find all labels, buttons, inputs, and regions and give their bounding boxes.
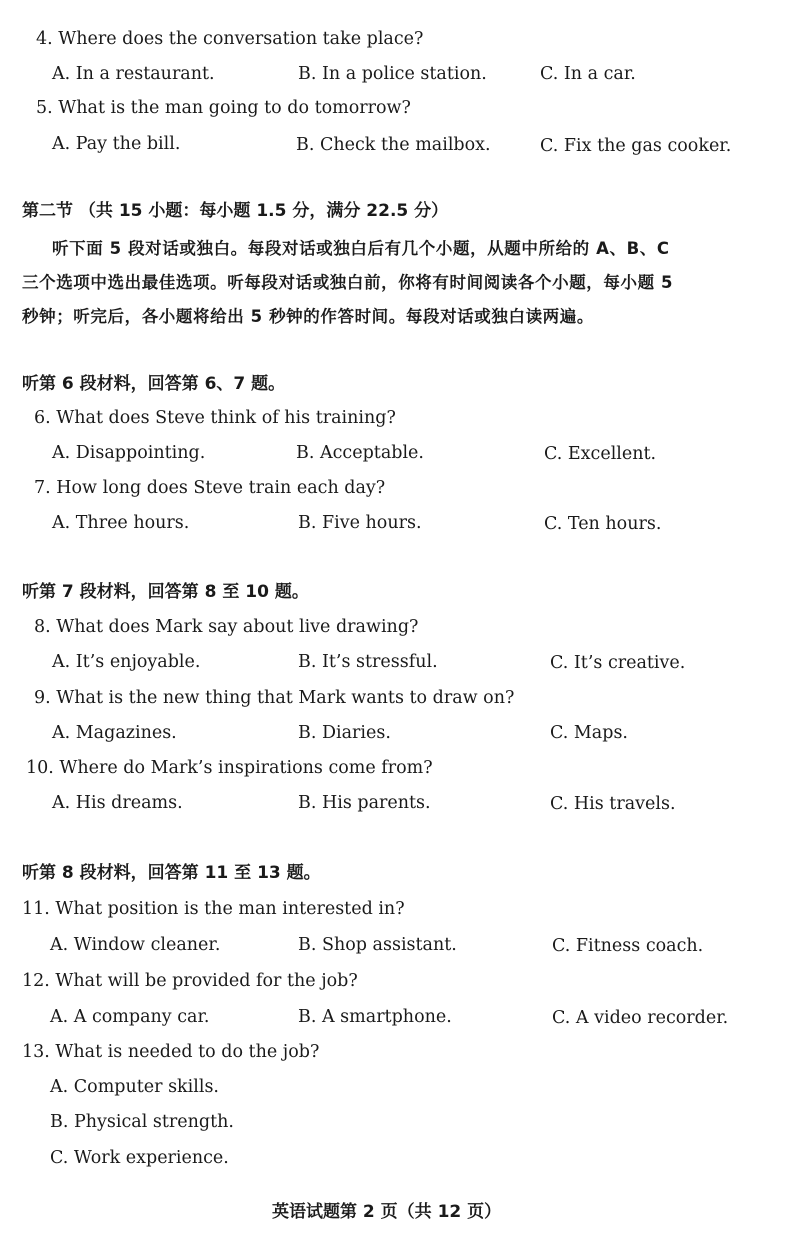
question-12: 12. What will be provided for the job?	[22, 971, 358, 991]
section-heading: 第二节 （共 15 小题：每小题 1.5 分，满分 22.5 分）	[22, 201, 449, 221]
option-8c: C. It’s creative.	[550, 653, 686, 673]
page-footer: 英语试题第 2 页（共 12 页）	[272, 1202, 502, 1222]
question-10: 10. Where do Mark’s inspirations come from?	[26, 758, 433, 778]
question-9: 9. What is the new thing that Mark wants to draw on?	[34, 688, 515, 708]
instruction-line-1: 听下面 5 段对话或独白。每段对话或独白后有几个小题，从题中所给的 A、B、C	[52, 239, 670, 258]
option-5b: B. Check the mailbox.	[296, 135, 491, 155]
option-4a: A. In a restaurant.	[52, 64, 215, 84]
question-8: 8. What does Mark say about live drawing?	[34, 617, 419, 637]
option-6b: B. Acceptable.	[296, 443, 424, 463]
instruction-line-3: 秒钟；听完后，各小题将给出 5 秒钟的作答时间。每段对话或独白读两遍。	[22, 307, 594, 326]
option-13b: B. Physical strength.	[50, 1112, 234, 1132]
option-5c: C. Fix the gas cooker.	[540, 136, 732, 156]
option-11c: C. Fitness coach.	[552, 936, 704, 956]
option-13a: A. Computer skills.	[50, 1077, 219, 1097]
question-7: 7. How long does Steve train each day?	[34, 478, 386, 498]
material-6-heading: 听第 6 段材料，回答第 6、7 题。	[22, 374, 286, 394]
material-8-heading: 听第 8 段材料，回答第 11 至 13 题。	[22, 863, 321, 883]
question-4: 4. Where does the conversation take place?	[36, 29, 424, 49]
option-12a: A. A company car.	[50, 1007, 210, 1027]
option-9a: A. Magazines.	[52, 723, 177, 743]
option-9b: B. Diaries.	[298, 723, 391, 743]
option-4b: B. In a police station.	[298, 64, 487, 84]
option-11a: A. Window cleaner.	[50, 935, 221, 955]
option-10b: B. His parents.	[298, 793, 431, 813]
instruction-line-2: 三个选项中选出最佳选项。听每段对话或独白前，你将有时间阅读各个小题，每小题 5	[22, 273, 674, 292]
option-10a: A. His dreams.	[52, 793, 183, 813]
question-13: 13. What is needed to do the job?	[22, 1042, 320, 1062]
option-6c: C. Excellent.	[544, 444, 657, 464]
option-7a: A. Three hours.	[52, 513, 190, 533]
option-7c: C. Ten hours.	[544, 514, 662, 534]
question-5: 5. What is the man going to do tomorrow?	[36, 98, 411, 118]
question-11: 11. What position is the man interested in?	[22, 899, 405, 919]
option-8b: B. It’s stressful.	[298, 652, 438, 672]
option-4c: C. In a car.	[540, 64, 636, 84]
option-6a: A. Disappointing.	[52, 443, 206, 463]
option-7b: B. Five hours.	[298, 513, 422, 533]
question-6: 6. What does Steve think of his training?	[34, 408, 396, 428]
material-7-heading: 听第 7 段材料，回答第 8 至 10 题。	[22, 582, 309, 602]
option-10c: C. His travels.	[550, 794, 676, 814]
option-13c: C. Work experience.	[50, 1148, 229, 1168]
option-11b: B. Shop assistant.	[298, 935, 457, 955]
option-12c: C. A video recorder.	[552, 1008, 729, 1028]
option-12b: B. A smartphone.	[298, 1007, 452, 1027]
option-9c: C. Maps.	[550, 723, 628, 743]
option-5a: A. Pay the bill.	[52, 134, 181, 154]
option-8a: A. It’s enjoyable.	[52, 652, 201, 672]
